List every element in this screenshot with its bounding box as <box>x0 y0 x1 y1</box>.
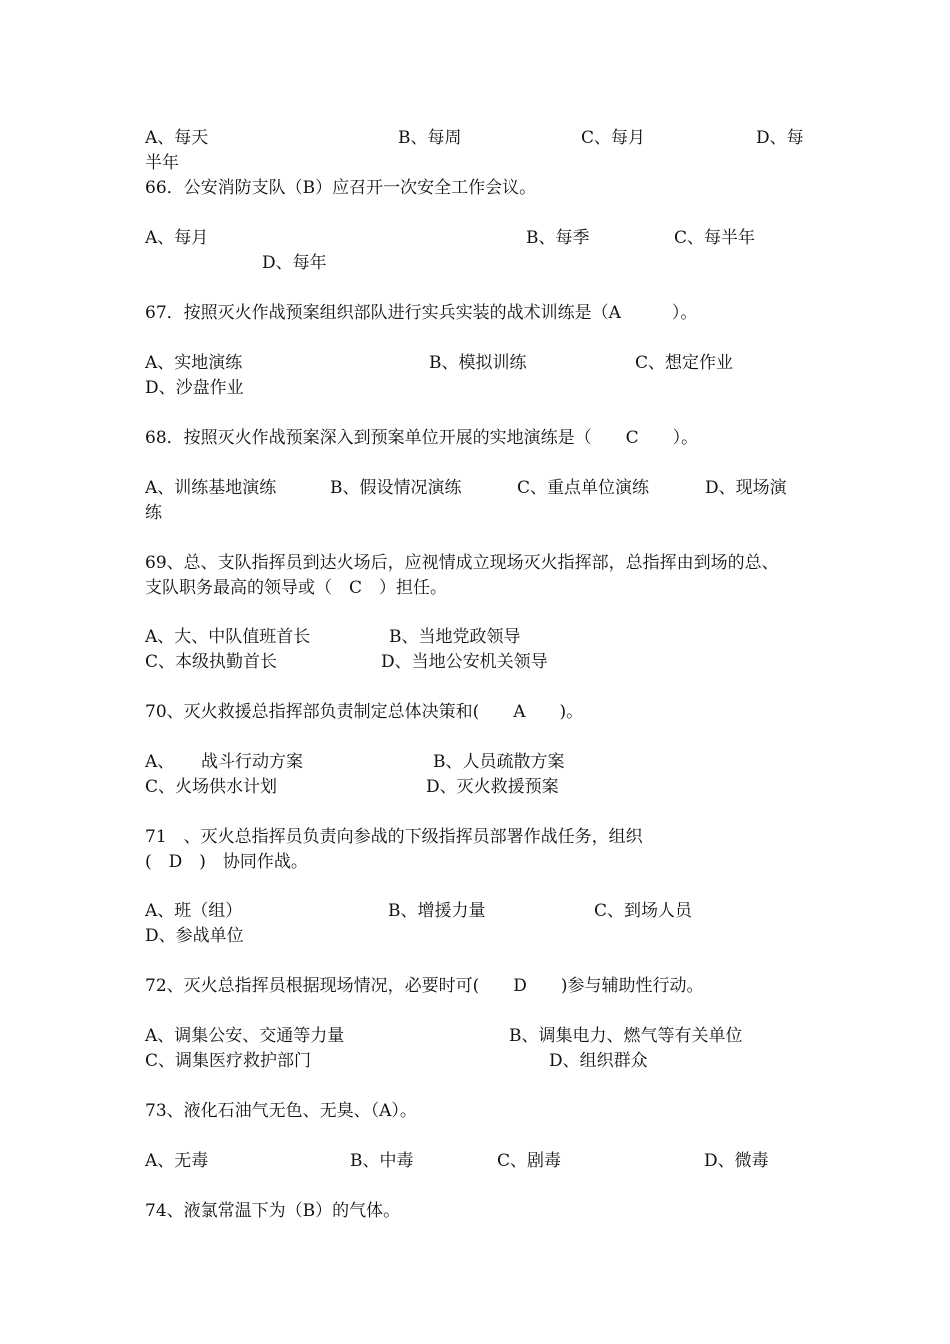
q67-question: 67．按照灭火作战预案组织部队进行实兵实装的战术训练是（A ）。 <box>145 303 698 323</box>
q71-question-line1: 71 、灭火总指挥员负责向参战的下级指挥员部署作战任务，组织 <box>145 827 643 847</box>
q70-options-row2 <box>145 775 559 799</box>
q71-option-d: D、参战单位 <box>145 926 244 946</box>
q70-option-b: B、人员疏散方案 <box>433 752 565 772</box>
q68-option-c: C、重点单位演练 <box>517 478 650 498</box>
q66-options-row2 <box>145 251 327 275</box>
q73-option-d: D、微毒 <box>704 1151 769 1171</box>
q67-options-row <box>145 351 734 375</box>
q73-option-b: B、中毒 <box>350 1151 414 1171</box>
q69-question-line2: 支队职务最高的领导或（ C ）担任。 <box>145 578 448 598</box>
q71-option-a: A、班（组） <box>145 901 243 921</box>
q66-options-row <box>145 226 756 250</box>
q65-option-a: A、每天 <box>145 128 209 148</box>
q69-option-c: C、本级执勤首长 <box>145 652 278 672</box>
q74-question: 74、液氯常温下为（B）的气体。 <box>145 1201 401 1221</box>
q69-option-b: B、当地党政领导 <box>389 627 521 647</box>
q68-option-b: B、假设情况演练 <box>330 478 462 498</box>
q69-options-row2 <box>145 650 548 674</box>
q69-options-row1 <box>145 625 521 649</box>
q72-question: 72、灭火总指挥员根据现场情况，必要时可( D )参与辅助性行动。 <box>145 976 704 996</box>
q67-option-a: A、实地演练 <box>145 353 243 373</box>
q67-option-b: B、模拟训练 <box>429 353 527 373</box>
q73-options-row <box>145 1149 769 1173</box>
q73-option-c: C、剧毒 <box>497 1151 562 1171</box>
q72-options-row2 <box>145 1049 648 1073</box>
q70-option-a-text: 战斗行动方案 <box>201 752 303 772</box>
q69-option-d: D、当地公安机关领导 <box>381 652 548 672</box>
q68-options-row <box>145 476 787 500</box>
q70-question: 70、灭火救援总指挥部负责制定总体决策和( A )。 <box>145 702 584 722</box>
q68-option-d-cont: 练 <box>145 503 162 523</box>
q68-question: 68．按照灭火作战预案深入到预案单位开展的实地演练是（ C ）。 <box>145 428 699 448</box>
q71-question-line2: ( D ) 协同作战。 <box>145 852 308 872</box>
q66-option-d: D、每年 <box>262 253 327 273</box>
q65-option-b: B、每周 <box>398 128 462 148</box>
q67-option-d: D、沙盘作业 <box>145 378 244 398</box>
q71-option-b: B、增援力量 <box>388 901 486 921</box>
q72-option-b: B、调集电力、燃气等有关单位 <box>509 1026 743 1046</box>
q69-question-line1: 69、总、支队指挥员到达火场后，应视情成立现场灭火指挥部，总指挥由到场的总、 <box>145 553 779 573</box>
q73-question: 73、液化石油气无色、无臭、（A）。 <box>145 1101 417 1121</box>
q72-option-c: C、调集医疗救护部门 <box>145 1051 312 1071</box>
q65-options-row <box>145 126 804 150</box>
q72-option-d: D、组织群众 <box>549 1051 648 1071</box>
q65-option-c: C、每月 <box>581 128 646 148</box>
q66-option-c: C、每半年 <box>674 228 756 248</box>
q67-option-c: C、想定作业 <box>635 353 734 373</box>
q73-option-a: A、无毒 <box>145 1151 209 1171</box>
q68-option-d: D、现场演 <box>705 478 787 498</box>
q72-option-a: A、调集公安、交通等力量 <box>145 1026 345 1046</box>
q70-option-d: D、灭火救援预案 <box>426 777 559 797</box>
q70-options-row1 <box>145 750 565 774</box>
q70-option-a-label: A、 <box>145 752 175 772</box>
q71-option-c: C、到场人员 <box>594 901 693 921</box>
q69-option-a: A、大、中队值班首长 <box>145 627 311 647</box>
q72-options-row1 <box>145 1024 743 1048</box>
q66-option-b: B、每季 <box>526 228 590 248</box>
q68-option-a: A、训练基地演练 <box>145 478 277 498</box>
q66-option-a: A、每月 <box>145 228 209 248</box>
q66-question: 66．公安消防支队（B）应召开一次安全工作会议。 <box>145 178 537 198</box>
q71-options-row <box>145 899 693 923</box>
q65-option-d-cont: 半年 <box>145 153 179 173</box>
q70-option-c: C、火场供水计划 <box>145 777 278 797</box>
q65-option-d: D、每 <box>756 128 804 148</box>
